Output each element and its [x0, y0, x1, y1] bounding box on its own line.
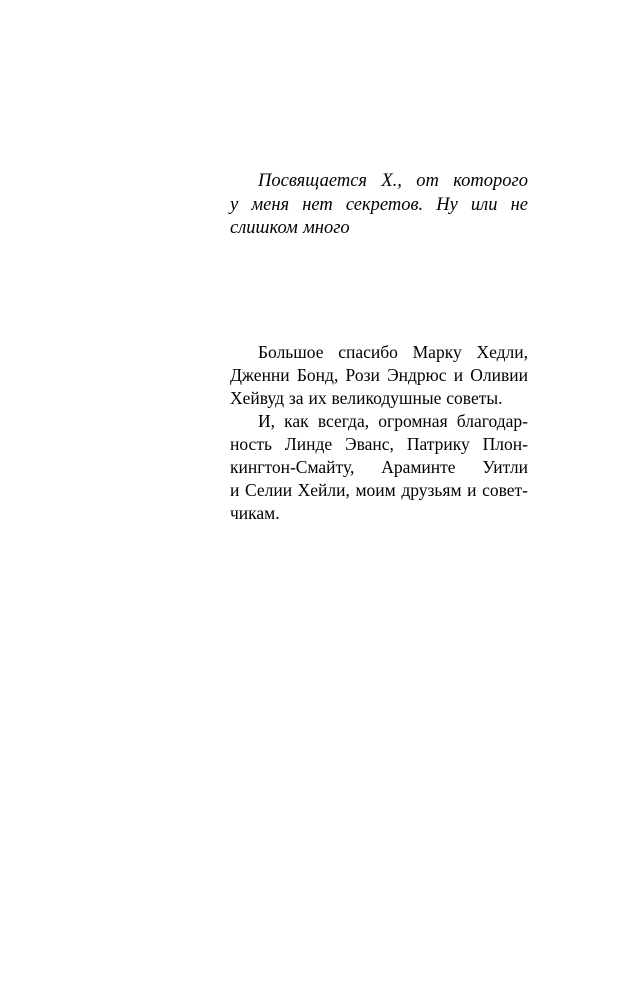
word: меня — [251, 194, 290, 215]
dedication-line — [230, 194, 528, 218]
word: секретов. — [345, 194, 424, 215]
word: не — [510, 194, 528, 215]
word: Ну — [436, 194, 458, 215]
word: от — [416, 171, 439, 191]
word: Рози — [345, 365, 380, 385]
word: Хедли, — [476, 342, 528, 362]
word: Бонд, — [296, 365, 339, 385]
word: великодушные — [331, 388, 442, 408]
ack-line — [230, 387, 528, 410]
word: как — [284, 411, 309, 431]
word: Оливии — [470, 365, 528, 385]
ack-line — [230, 456, 528, 479]
ack-line — [230, 479, 528, 502]
word: у — [230, 194, 239, 215]
ack-line — [230, 433, 528, 456]
word: много — [302, 218, 350, 238]
word: Патрику — [406, 434, 470, 454]
word: кингтон-Смайту, — [230, 457, 355, 477]
word: Селии — [244, 480, 293, 500]
word: Плон- — [482, 434, 528, 454]
word: за — [288, 388, 304, 408]
word: моим — [355, 480, 396, 500]
ack-line — [230, 502, 528, 525]
word: Эванс, — [345, 434, 394, 454]
word: которого — [453, 171, 528, 191]
dedication-line — [230, 170, 528, 194]
word: спасибо — [338, 342, 398, 362]
word: Эндрюс — [387, 365, 447, 385]
word: огромная — [378, 411, 448, 431]
word: их — [308, 388, 327, 408]
word: ность — [230, 434, 272, 454]
dedication — [230, 170, 528, 241]
word: советы. — [446, 388, 503, 408]
word: и — [453, 365, 464, 385]
word: Араминте — [381, 457, 456, 477]
ack-line — [230, 341, 528, 364]
dedication-line — [230, 217, 528, 241]
word: Посвящается — [258, 171, 368, 191]
word: Линде — [284, 434, 333, 454]
word: Хейли, — [297, 480, 350, 500]
word: всегда, — [317, 411, 370, 431]
acknowledgements — [230, 341, 528, 525]
word: благодар- — [456, 411, 528, 431]
word: совет- — [482, 480, 528, 500]
word: друзьям — [401, 480, 462, 500]
ack-line — [230, 364, 528, 387]
word: Большое — [258, 342, 324, 362]
word: Х., — [381, 171, 402, 191]
word: чикам. — [230, 503, 280, 523]
word: И, — [258, 411, 276, 431]
word: нет — [302, 194, 333, 215]
word: Дженни — [230, 365, 290, 385]
word: или — [470, 194, 498, 215]
word: Уитли — [482, 457, 528, 477]
word: слишком — [230, 218, 298, 238]
word: и — [467, 480, 477, 500]
word: Марку — [412, 342, 462, 362]
ack-line — [230, 410, 528, 433]
word: Хейвуд — [230, 388, 284, 408]
word: и — [230, 480, 240, 500]
